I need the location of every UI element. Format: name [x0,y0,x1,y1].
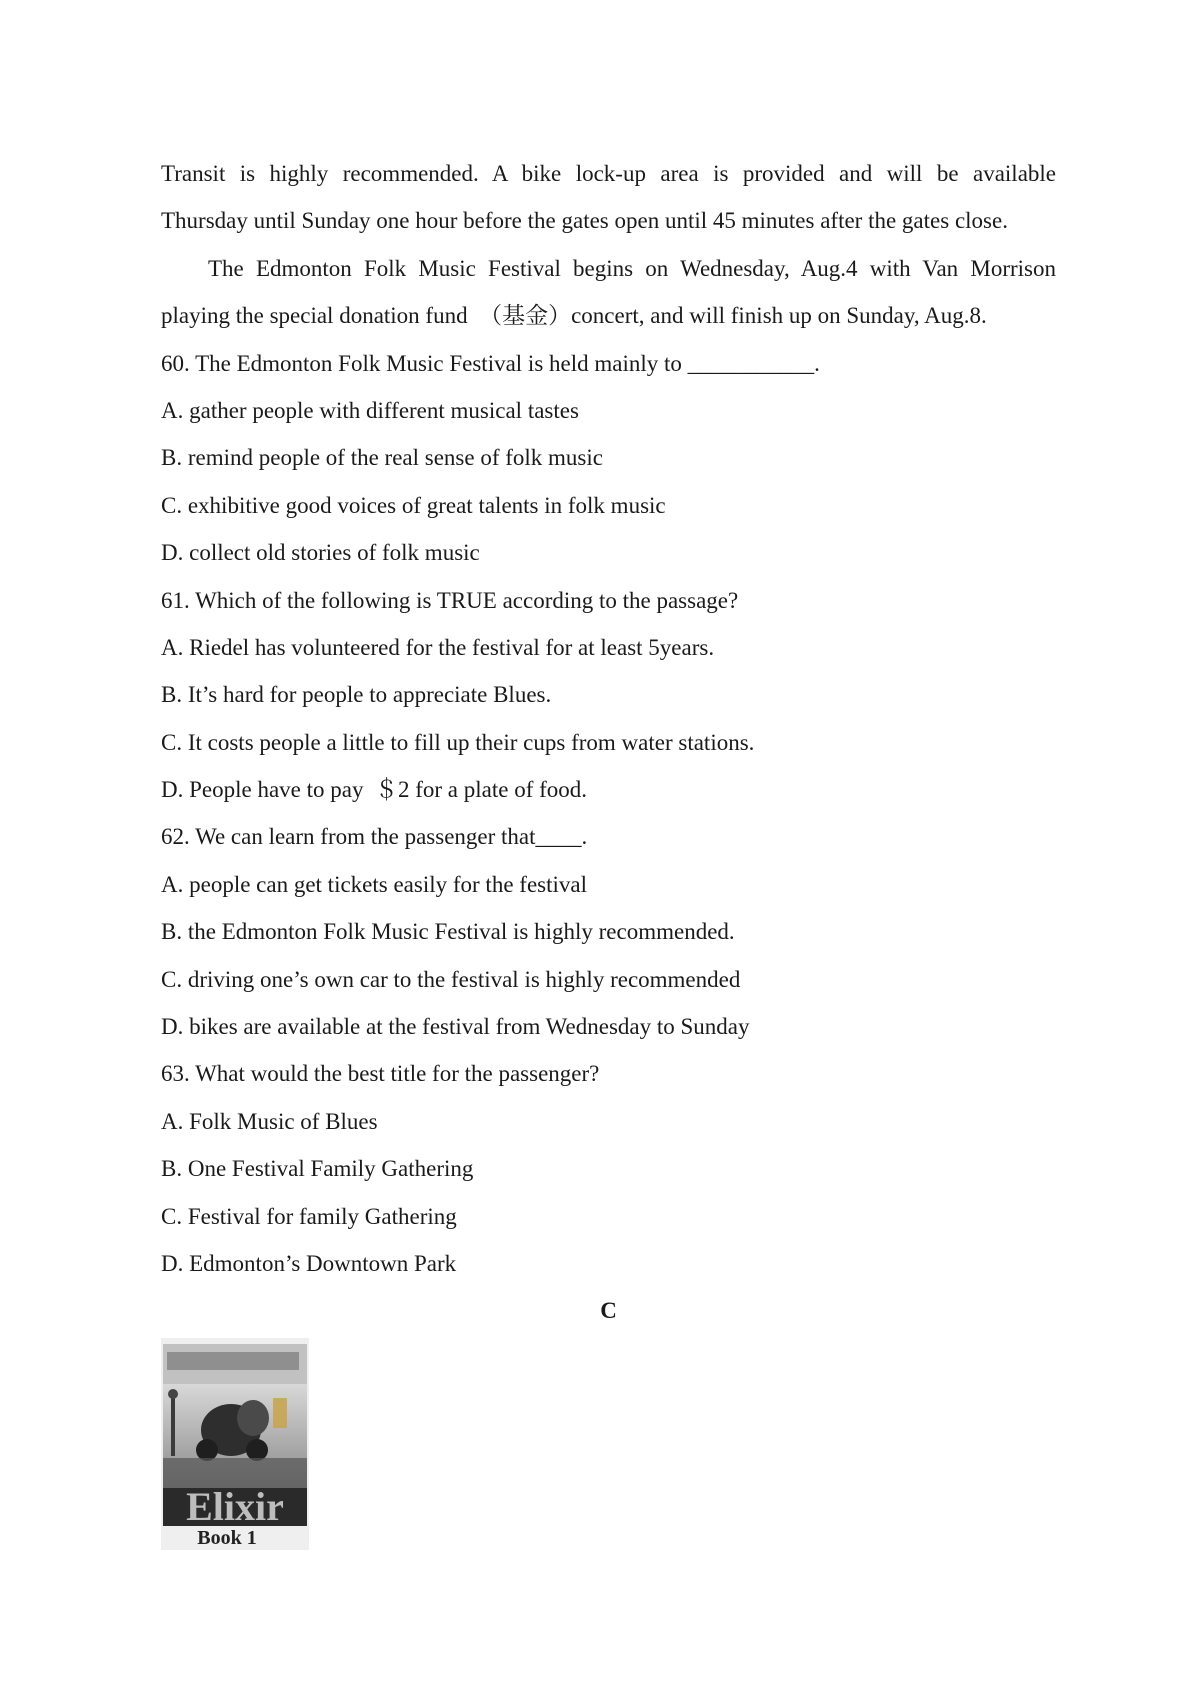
passage-line: playing the special donation fund （基金）concert, and will finish up on Sunday, Aug.8. [161,303,987,329]
question-63 [161,1050,1056,1287]
option-c: C. Festival for family Gathering [161,1203,457,1229]
cover-subtitle: Book 1 [197,1527,257,1549]
passage-line: Transit is highly recommended. A bike lock-up area is provided and will be available [161,161,1056,186]
question-stem: 60. The Edmonton Folk Music Festival is held mainly to ___________. [161,350,820,376]
cover-title: Elixir [186,1484,284,1529]
option-d: D. People have to pay ＄2 for a plate of food. [161,777,588,803]
option-a: A. gather people with different musical tastes [161,397,579,423]
option-b: B. the Edmonton Folk Music Festival is highly recommended. [161,919,735,945]
option-b: B. One Festival Family Gathering [161,1156,474,1182]
passage-paragraph-start: The Edmonton Folk Music Festival begins on Wednesday, Aug.4 with Van Morrison [208,255,1056,281]
option-a: A. Folk Music of Blues [161,1108,378,1134]
passage-line: Thursday until Sunday one hour before the gates open until 45 minutes after the gates close. [161,208,1008,234]
document-page [161,150,1056,1335]
option-d: D. Edmonton’s Downtown Park [161,1250,457,1276]
option-c: C. exhibitive good voices of great talents in folk music [161,492,666,518]
question-61 [161,577,1056,814]
option-d: D. collect old stories of folk music [161,540,480,566]
option-c: C. driving one’s own car to the festival is highly recommended [161,966,741,992]
question-60 [161,340,1056,577]
option-b: B. remind people of the real sense of folk music [161,445,603,471]
question-62 [161,813,1056,1050]
book-cover-image [161,1338,309,1550]
question-stem: 63. What would the best title for the passenger? [161,1061,600,1087]
question-stem: 61. Which of the following is TRUE according to the passage? [161,587,739,613]
question-stem: 62. We can learn from the passenger that____. [161,824,588,850]
option-d: D. bikes are available at the festival from Wednesday to Sunday [161,1014,750,1040]
option-a: A. Riedel has volunteered for the festival for at least 5years. [161,634,715,660]
section-heading: C [600,1298,617,1324]
option-a: A. people can get tickets easily for the festival [161,871,587,897]
option-b: B. It’s hard for people to appreciate Blues. [161,682,552,708]
option-c: C. It costs people a little to fill up their cups from water stations. [161,729,755,755]
